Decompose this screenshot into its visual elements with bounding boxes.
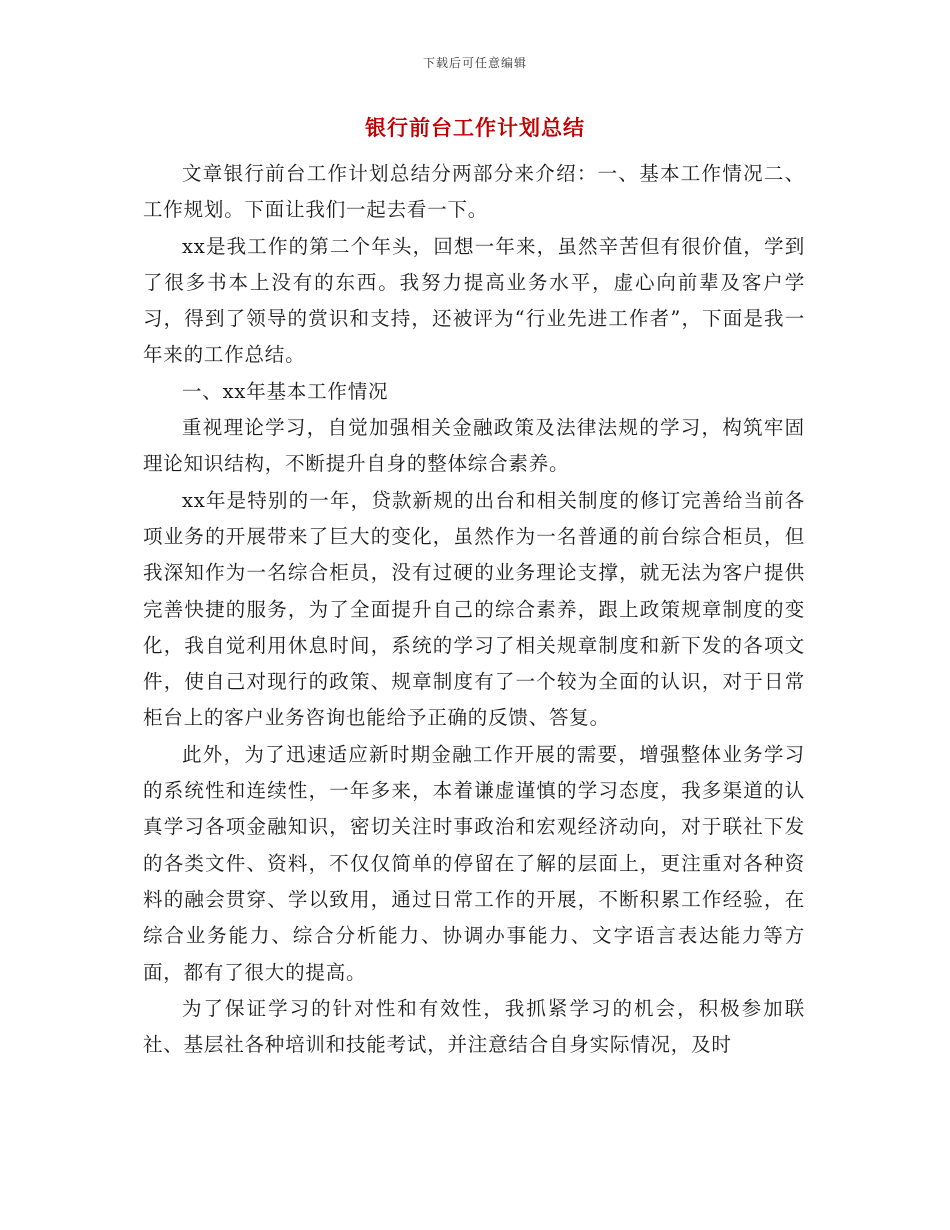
paragraph-intro: 文章银行前台工作计划总结分两部分来介绍：一、基本工作情况二、工作规划。下面让我们一起去看一下。 — [143, 162, 805, 222]
paragraph-training: 为了保证学习的针对性和有效性，我抓紧学习的机会，积极参加联社、基层社各种培训和技能考试，并注意结合自身实际情况，及时 — [143, 996, 805, 1057]
document-title: 银行前台工作计划总结 — [365, 115, 585, 140]
header-note: 下载后可任意编辑 — [422, 56, 527, 70]
paragraph-summary: xx是我工作的第二个年头，回想一年来，虽然辛苦但有很价值，学到了很多书本上没有的东西。我努力提高业务水平，虚心向前辈及客户学习，得到了领导的赏识和支持，还被评为“行业先进工作者”，下面是我一年来的工作总结。 — [143, 234, 805, 367]
document-body — [143, 156, 805, 1063]
paragraph-regulations: xx年是特别的一年，贷款新规的出台和相关制度的修订完善给当前各项业务的开展带来了巨大的变化，虽然作为一名普通的前台综合柜员，但我深知作为一名综合柜员，没有过硬的业务理论支撑，就无法为客户提供完善快捷的服务，为了全面提升自己的综合素养，跟上政策规章制度的变化，我自觉利用休息时间，系统的学习了相关规章制度和新下发的各项文件，使自己对现行的政策、规章制度有了一个较为全面的认识，对于日常柜台上的客户业务咨询也能给予正确的反馈、答复。 — [143, 488, 805, 730]
paragraph-learning: 此外，为了迅速适应新时期金融工作开展的需要，增强整体业务学习的系统性和连续性，一年多来，本着谦虚谨慎的学习态度，我多渠道的认真学习各项金融知识，密切关注时事政治和宏观经济动向，对于联社下发的各类文件、资料，不仅仅简单的停留在了解的层面上，更注重对各种资料的融会贯穿、学以致用，通过日常工作的开展，不断积累工作经验，在综合业务能力、综合分析能力、协调办事能力、文字语言表达能力等方面，都有了很大的提高。 — [143, 742, 805, 984]
section-heading: 一、xx年基本工作情况 — [182, 379, 389, 403]
paragraph-theory: 重视理论学习，自觉加强相关金融政策及法律法规的学习，构筑牢固理论知识结构，不断提升自身的整体综合素养。 — [143, 416, 805, 476]
